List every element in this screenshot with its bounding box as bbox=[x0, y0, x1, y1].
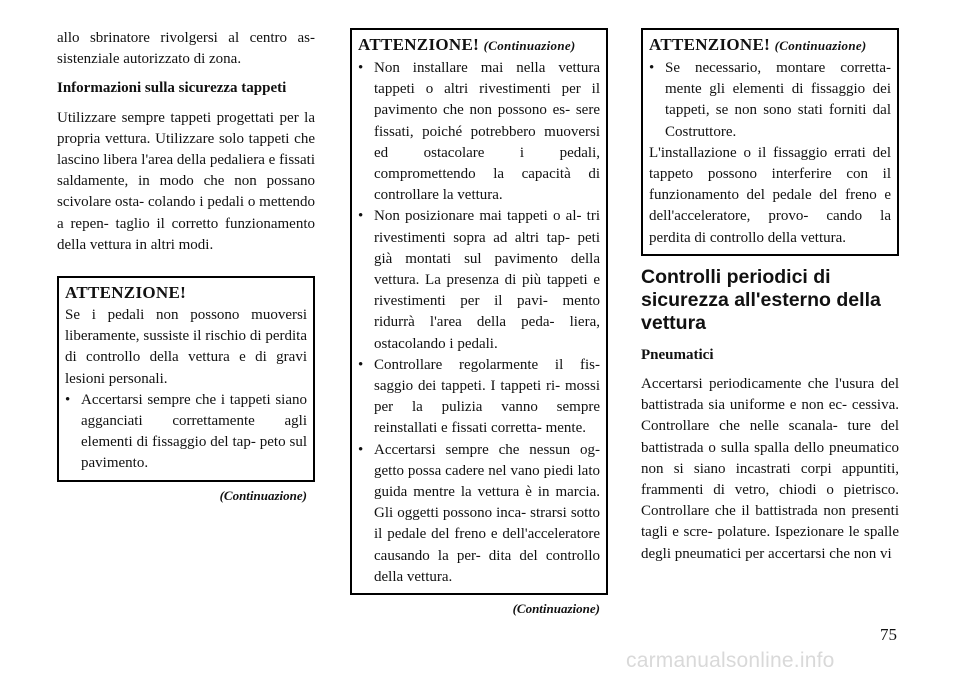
warning-bullet: • Accertarsi sempre che nessun og- getto possa cadere nel vano piedi lato guida mentre la vettura è in marcia. Gli oggetti possono inca- strarsi sotto il pedale del freno e dell'acceleratore causando la per- dita del controllo della vettura. bbox=[358, 440, 600, 588]
warning-bullet: • Non installare mai nella vettura tappeti o altri rivestimenti per il pavimento che non possono es- sere fissati, poiché potrebbero muoversi ed ostacolare i pedali, compromettendo la capacità di controllare la vettura. bbox=[358, 58, 600, 206]
warning-box-continued bbox=[350, 28, 608, 595]
warning-bullet: • Se necessario, montare corretta- mente gli elementi di fissaggio dei tappeti, se non sono stati forniti dal Costruttore. bbox=[649, 58, 891, 143]
warning-title: ATTENZIONE! bbox=[649, 35, 771, 54]
warning-bullet: • Controllare regolarmente il fis- saggio dei tappeti. I tappeti ri- mossi per la pulizia vanno sempre reinstallati e fissati corretta- mente. bbox=[358, 355, 600, 440]
body-paragraph: Accertarsi periodicamente che l'usura del battistrada sia uniforme e non ec- cessiva. Controllare che nelle scanala- ture del battistrada o sulla spalla dello pneumatico non si siano incastrati corpi appuntiti, frammenti di vetro, chiodi o pietrisco. Controllare che il battistrada non presenti tagli e scre- polature. Ispezionare le spalle degli pneumatici per accertarsi che non vi bbox=[641, 376, 899, 562]
subheading-tires: Pneumatici bbox=[641, 346, 714, 363]
warning-box-continued bbox=[641, 28, 899, 256]
warning-text: L'installazione o il fissaggio errati del tappeto possono interferire con il funzionamento del pedale del freno e dell'acceleratore, provo- cando la perdita di controllo della vettura. bbox=[649, 144, 891, 246]
warning-bullet-list bbox=[65, 390, 307, 475]
column-left bbox=[57, 28, 315, 504]
column-right bbox=[641, 28, 899, 565]
continued-label: (Continuazione) bbox=[512, 601, 600, 617]
warning-continued-label: (Continuazione) bbox=[774, 38, 867, 53]
warning-title: ATTENZIONE! bbox=[358, 35, 480, 54]
warning-box bbox=[57, 276, 315, 482]
page-number: 75 bbox=[880, 625, 897, 644]
intro-paragraph: allo sbrinatore rivolgersi al centro as- sistenziale autorizzato di zona. bbox=[57, 30, 315, 68]
column-middle bbox=[350, 28, 608, 617]
section-title: Controlli periodici di sicurezza all'esterno della vettura bbox=[641, 265, 881, 334]
warning-bullet-list bbox=[358, 58, 600, 588]
body-paragraph: Utilizzare sempre tappeti progettati per la propria vettura. Utilizzare solo tappeti che lascino libera l'area della pedaliera e fissati saldamente, in modo che non possano scivolare osta- colando i pedali o mettendo a repen- taglio il corretto funzionamento della vettura in altri modi. bbox=[57, 109, 315, 253]
warning-bullet-list bbox=[649, 58, 891, 143]
warning-continued-label: (Continuazione) bbox=[483, 38, 576, 53]
warning-title: ATTENZIONE! bbox=[65, 283, 187, 303]
continued-label: (Continuazione) bbox=[219, 487, 307, 503]
subheading-floor-mat-safety: Informazioni sulla sicurezza tappeti bbox=[57, 80, 287, 97]
warning-bullet: • Accertarsi sempre che i tappeti siano agganciati correttamente agli elementi di fissaggio del tap- peto sul pavimento. bbox=[65, 390, 307, 475]
warning-title-row bbox=[649, 33, 891, 58]
warning-bullet: • Non posizionare mai tappeti o al- tri rivestimenti sopra ad altri tap- peti già montati sul pavimento della vettura. La presenza di più tappeti e rivestimenti per il pavi- mento ridurrà l'area della peda- liera, ostacolando i pedali. bbox=[358, 206, 600, 354]
watermark: carmanualsonline.info bbox=[626, 649, 835, 672]
warning-text: Se i pedali non possono muoversi liberamente, sussiste il rischio di perdita di controllo della vettura e di gravi lesioni personali. bbox=[65, 307, 307, 387]
warning-title-row bbox=[358, 33, 600, 58]
